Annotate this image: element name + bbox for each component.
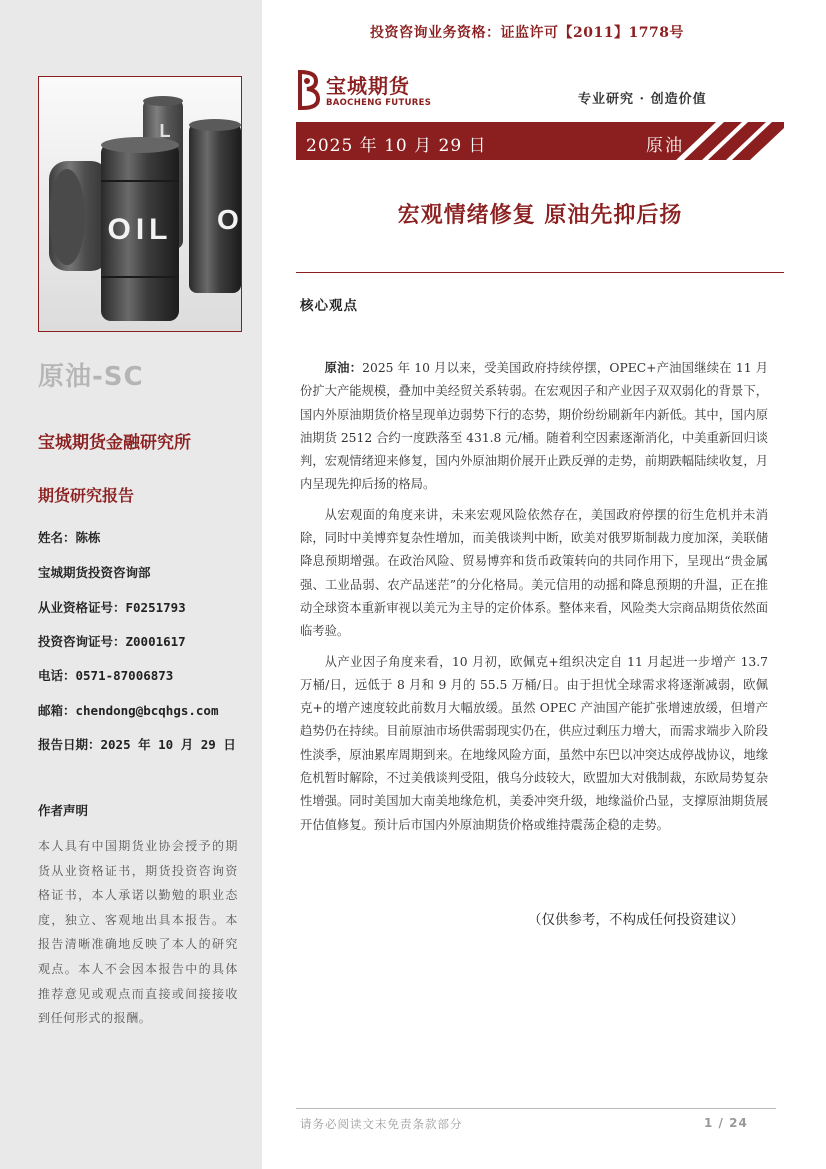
- sidebar: [0, 0, 262, 1169]
- logo-mark-icon: [296, 70, 322, 110]
- sidebar-category: 原油-SC: [38, 362, 144, 392]
- license-statement: 投资咨询业务资格：证监许可【2011】1778号: [370, 25, 684, 41]
- paragraph-lead: 原油：: [324, 360, 363, 375]
- qualification-number: 从业资格证号：F0251793: [38, 600, 186, 615]
- declaration-text: 本人具有中国期货业协会授予的期货从业资格证书，期货投资咨询资格证书，本人承诺以勤勉的职业态度，独立、客观地出具本报告。本报告清晰准确地反映了本人的研究观点。本人不会因本报告中的具体推荐意见或观点而直接或间接接收到任何形式的报酬。: [38, 839, 238, 1026]
- report-title: 宏观情绪修复 原油先抑后扬: [397, 203, 683, 228]
- paragraph-1-text: 2025 年 10 月以来，受美国政府持续停摆，OPEC+产油国继续在 11 月份扩大产能规模，叠加中美经贸关系转弱。在宏观因子和产业因子双双弱化的背景下，国内外原油期货价格呈现单边弱势下行的态势，期价纷纷刷新年内新低。其中，国内原油期货 2512 合约一度跌落至 431.8 元/桶。随着利空因素逐渐消化，中美重新回归谈判，宏观情绪迎来修复，国内外原油期价展开止跌反弹的走势，前期跌幅陆续收复，月内呈现先抑后扬的格局。: [300, 361, 768, 492]
- footer-note: 请务必阅读文末免责条款部分: [300, 1117, 463, 1131]
- page-number: 1 / 24: [704, 1116, 748, 1130]
- report-date: 报告日期：2025 年 10 月 29 日: [38, 737, 236, 752]
- analyst-name: 姓名：陈栋: [38, 530, 101, 545]
- company-logo: [296, 70, 436, 112]
- footer-divider: [296, 1108, 776, 1109]
- report-date-banner: 2025 年 10 月 29 日: [306, 136, 487, 156]
- report-body: [300, 356, 768, 844]
- logo-english: BAOCHENG FUTURES: [326, 98, 432, 108]
- analyst-email[interactable]: 邮箱：chendong@bcqhgs.com: [38, 703, 219, 718]
- paragraph-2: 从宏观面的角度来讲，未来宏观风险依然存在，美国政府停摆的衍生危机并未消除，同时中美博弈复杂性增加，而美俄谈判中断，欧美对俄罗斯制裁力度加深，美联储降息预期增强。在政治风险、贸易博弈和货币政策转向的共同作用下，呈现出“贵金属强、工业品弱、农产品迷茫”的分化格局。美元信用的动摇和降息预期的升温，正在推动全球资本重新审视以美元为主导的定价体系。整体来看，风险类大宗商品期货依然面临考验。: [300, 507, 768, 639]
- sidebar-report-type: 期货研究报告: [38, 486, 135, 505]
- svg-text:L: L: [159, 121, 171, 141]
- analyst-department: 宝城期货投资咨询部: [38, 565, 151, 580]
- report-category-banner: 原油: [646, 136, 684, 156]
- investment-disclaimer: （仅供参考，不构成任何投资建议）: [528, 912, 744, 928]
- cover-image-oil-barrels: [38, 76, 242, 332]
- declaration-title: 作者声明: [38, 803, 89, 818]
- title-divider: [296, 272, 784, 273]
- logo-chinese: 宝城期货: [326, 74, 410, 98]
- svg-text:O: O: [217, 204, 239, 235]
- barrel-label: OIL: [107, 213, 173, 246]
- core-view-heading: 核心观点: [300, 298, 358, 314]
- analyst-phone: 电话：0571-87006873: [38, 668, 174, 683]
- paragraph-3: 从产业因子角度来看，10 月初，欧佩克+组织决定自 11 月起进一步增产 13.7 万桶/日，远低于 8 月和 9 月的 55.5 万桶/日。由于担忧全球需求将逐渐减弱，欧佩克+的增产速度较此前数月大幅放缓。虽然 OPEC 产油国产能扩张增速放缓，但增产趋势仍在持续。目前原油市场供需弱现实仍在，供应过剩压力增大，而需求端步入阶段性淡季，原油累库周期到来。在地缘风险方面，虽然中东巴以冲突达成停战协议，地缘危机暂时解除，不过美俄谈判受阻，俄乌分歧较大，欧盟加大对俄制裁，东欧局势复杂性增强。同时美国加大南美地缘危机，美委冲突升级，地缘溢价凸显，支撑原油期货展开估值修复。预计后市国内外原油期货价格或维持震荡企稳的走势。: [300, 654, 768, 832]
- slogan: 专业研究 · 创造价值: [578, 92, 707, 107]
- consulting-number: 投资咨询证号：Z0001617: [38, 634, 186, 649]
- oil-barrels-illustration: [39, 77, 241, 331]
- paragraph-1: [300, 356, 768, 497]
- sidebar-institute: 宝城期货金融研究所: [38, 433, 191, 453]
